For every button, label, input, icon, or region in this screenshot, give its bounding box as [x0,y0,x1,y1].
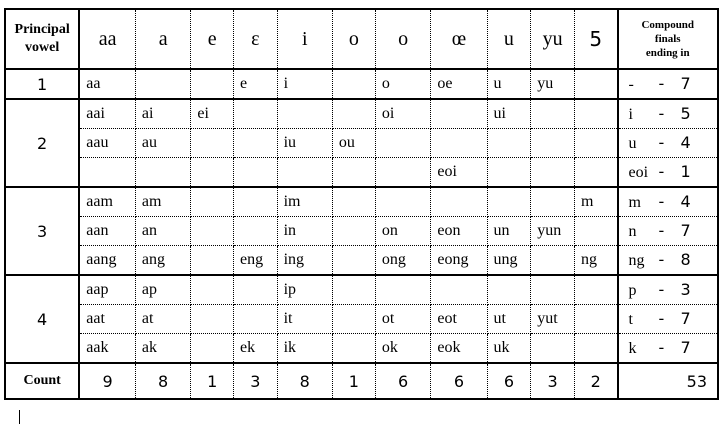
finals-table [4,8,719,400]
final-cell: aap [79,275,135,305]
final-cell: yun [531,217,575,246]
final-cell: ung [487,246,531,276]
final-cell [574,99,617,129]
compound-header-line2: finals [654,33,681,45]
vowel-header: o [375,9,431,69]
principal-vowel-header [5,9,79,69]
final-cell: u [487,69,531,99]
table-row [5,217,718,246]
final-cell: oi [375,99,431,129]
final-cell [375,187,431,217]
count-value: 9 [79,363,135,399]
final-cell [332,158,375,188]
compound-final-count: 4 [680,192,691,211]
final-cell: aan [79,217,135,246]
vowel-header: yu [531,9,575,69]
compound-final-cell [618,217,718,246]
final-cell: ik [277,334,332,364]
final-cell [332,305,375,334]
compound-final-count: 7 [680,74,691,93]
final-cell [191,129,234,158]
final-cell: ai [135,99,190,129]
final-cell [233,129,277,158]
final-cell [332,275,375,305]
compound-final-count: 7 [680,338,691,357]
final-cell [574,69,617,99]
compound-final-dash: - [658,250,665,269]
principal-vowel-group-number: 3 [5,187,79,275]
table-row [5,246,718,276]
compound-final-cell [618,305,718,334]
table-row [5,129,718,158]
final-cell [191,275,234,305]
compound-header-line1: Compound [641,19,695,31]
final-cell: in [277,217,332,246]
count-value: 2 [574,363,617,399]
compound-final-dash: - [658,338,665,357]
final-cell [135,158,190,188]
final-cell: ap [135,275,190,305]
header-row [5,9,718,69]
final-cell [233,187,277,217]
final-cell: yu [531,69,575,99]
compound-final-count: 4 [680,133,691,152]
final-cell: aak [79,334,135,364]
final-cell [332,334,375,364]
vowel-header: ε [233,9,277,69]
count-value: 3 [531,363,575,399]
vowel-header: 5 [574,9,617,69]
compound-final-ending: n [628,223,637,240]
table-row [5,158,718,188]
final-cell: ng [574,246,617,276]
final-cell: eoi [431,158,487,188]
table-row [5,187,718,217]
final-cell [277,99,332,129]
compound-final-count: 5 [680,104,691,123]
final-cell: ong [375,246,431,276]
compound-final-count: 1 [680,162,691,181]
count-value: 8 [277,363,332,399]
final-cell [332,217,375,246]
compound-final-cell [618,129,718,158]
final-cell: m [574,187,617,217]
final-cell [191,187,234,217]
final-cell [574,334,617,364]
compound-final-dash: - [658,221,665,240]
compound-final-count: 8 [680,250,691,269]
principal-vowel-group-number: 4 [5,275,79,363]
compound-final-ending: u [628,135,637,152]
final-cell: ang [135,246,190,276]
final-cell [574,275,617,305]
final-cell [531,187,575,217]
table-row [5,99,718,129]
final-cell [431,99,487,129]
final-cell: o [375,69,431,99]
final-cell: im [277,187,332,217]
final-cell: aau [79,129,135,158]
text-cursor [19,410,20,424]
final-cell [487,187,531,217]
final-cell: aai [79,99,135,129]
final-cell [487,275,531,305]
final-cell: eot [431,305,487,334]
compound-final-ending: m [628,194,641,211]
final-cell [531,129,575,158]
final-cell [191,246,234,276]
compound-final-count: 7 [680,309,691,328]
compound-final-count: 3 [680,280,691,299]
compound-final-cell [618,99,718,129]
final-cell [191,305,234,334]
final-cell [375,275,431,305]
compound-final-dash: - [658,309,665,328]
vowel-header: œ [431,9,487,69]
compound-final-cell [618,246,718,276]
count-value: 8 [135,363,190,399]
count-value: 6 [375,363,431,399]
compound-finals-header [618,9,718,69]
final-cell [332,246,375,276]
compound-final-dash: - [658,192,665,211]
final-cell: at [135,305,190,334]
final-cell [332,187,375,217]
compound-header-line3: ending in [645,47,690,59]
final-cell [233,275,277,305]
final-cell [233,217,277,246]
compound-final-cell [618,334,718,364]
compound-final-cell [618,275,718,305]
final-cell [531,158,575,188]
compound-final-dash: - [658,133,665,152]
final-cell [375,129,431,158]
final-cell: ui [487,99,531,129]
final-cell: i [277,69,332,99]
principal-vowel-group-number: 2 [5,99,79,187]
final-cell [431,275,487,305]
vowel-header: i [277,9,332,69]
principal-vowel-header-line2: vowel [25,40,60,55]
final-cell: oe [431,69,487,99]
table-row [5,275,718,305]
final-cell [191,334,234,364]
count-value: 3 [233,363,277,399]
final-cell [487,129,531,158]
compound-final-cell [618,69,718,99]
vowel-header: e [191,9,234,69]
final-cell: un [487,217,531,246]
count-label: Count [5,363,79,399]
compound-final-ending: p [628,282,637,299]
vowel-header: o [332,9,375,69]
final-cell [375,158,431,188]
final-cell [233,99,277,129]
final-cell: eng [233,246,277,276]
final-cell [191,158,234,188]
compound-final-ending: eoi [628,164,649,181]
final-cell: ut [487,305,531,334]
compound-final-ending: i [628,106,633,123]
final-cell: e [233,69,277,99]
final-cell [332,99,375,129]
count-value: 1 [191,363,234,399]
final-cell [574,305,617,334]
final-cell: aa [79,69,135,99]
final-cell: eok [431,334,487,364]
compound-final-dash: - [658,280,665,299]
final-cell [79,158,135,188]
final-cell: ot [375,305,431,334]
compound-final-ending: k [628,340,637,357]
final-cell: ak [135,334,190,364]
final-cell [487,158,531,188]
final-cell [191,217,234,246]
count-row [5,363,718,399]
final-cell [233,158,277,188]
final-cell [574,129,617,158]
compound-final-count: 7 [680,221,691,240]
vowel-header: a [135,9,190,69]
final-cell [531,99,575,129]
final-cell: au [135,129,190,158]
final-cell: ing [277,246,332,276]
final-cell [431,129,487,158]
final-cell: uk [487,334,531,364]
final-cell: ou [332,129,375,158]
compound-final-cell [618,187,718,217]
final-cell: ek [233,334,277,364]
final-cell [277,158,332,188]
final-cell: yut [531,305,575,334]
final-cell: ip [277,275,332,305]
count-total: 53 [618,363,718,399]
final-cell: an [135,217,190,246]
table-row [5,334,718,364]
final-cell: aat [79,305,135,334]
count-value: 1 [332,363,375,399]
compound-final-cell [618,158,718,188]
final-cell: eong [431,246,487,276]
final-cell: on [375,217,431,246]
final-cell: ok [375,334,431,364]
vowel-header: u [487,9,531,69]
final-cell [531,275,575,305]
final-cell: aam [79,187,135,217]
principal-vowel-header-line1: Principal [14,22,70,37]
final-cell [332,69,375,99]
final-cell [431,187,487,217]
compound-final-dash: - [658,162,665,181]
compound-final-dash: - [658,104,665,123]
compound-final-ending: ng [628,252,645,269]
final-cell [531,334,575,364]
table-row [5,69,718,99]
count-value: 6 [431,363,487,399]
final-cell: ei [191,99,234,129]
final-cell [191,69,234,99]
compound-final-ending: t [628,311,633,328]
final-cell [574,158,617,188]
final-cell: iu [277,129,332,158]
compound-final-dash: - [658,74,665,93]
table-row [5,305,718,334]
principal-vowel-group-number: 1 [5,69,79,99]
vowel-header: aa [79,9,135,69]
final-cell: it [277,305,332,334]
final-cell: aang [79,246,135,276]
final-cell [531,246,575,276]
final-cell: am [135,187,190,217]
final-cell: eon [431,217,487,246]
compound-final-ending: - [628,76,634,93]
final-cell [574,217,617,246]
final-cell [233,305,277,334]
count-value: 6 [487,363,531,399]
final-cell [135,69,190,99]
